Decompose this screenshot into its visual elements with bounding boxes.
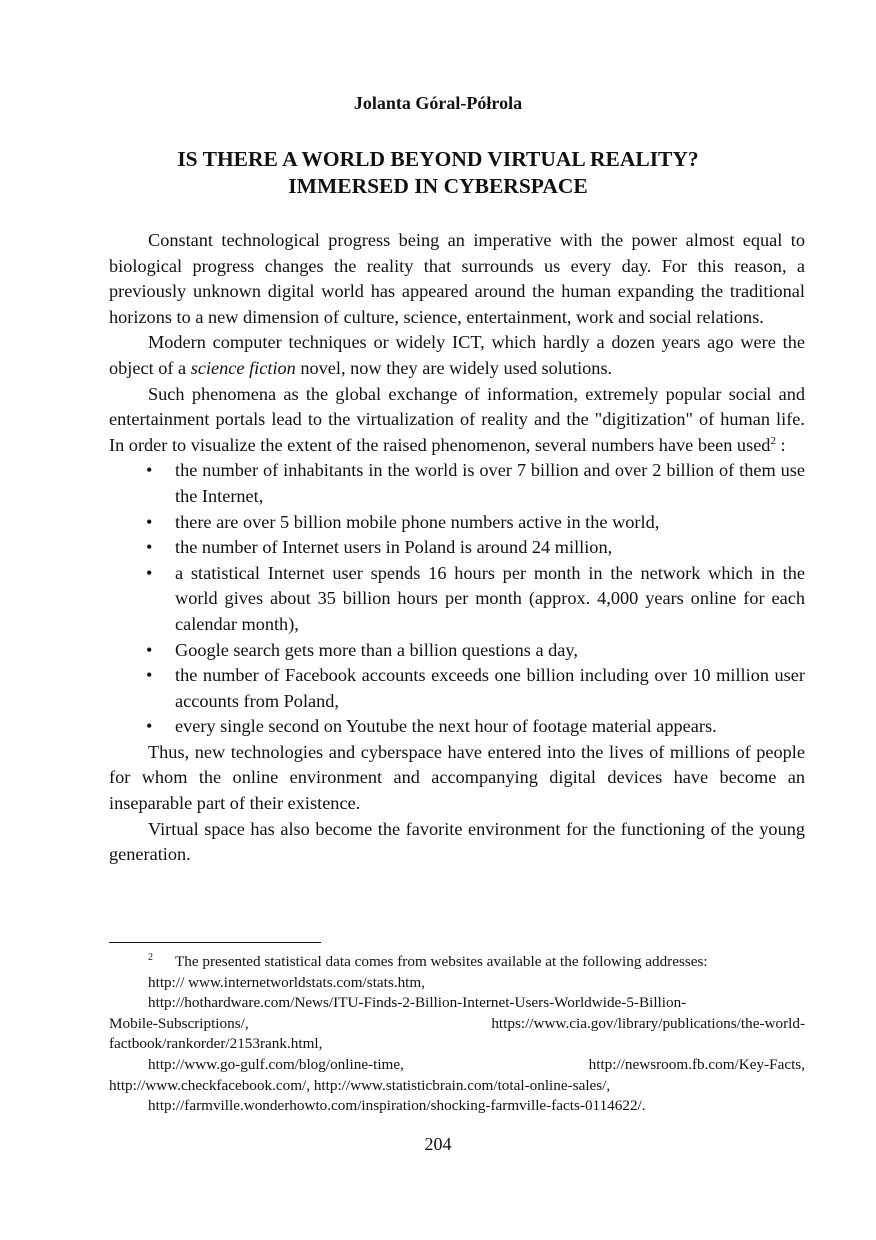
list-item-text: there are over 5 billion mobile phone numbers active in the world, [175,511,660,532]
paragraph-2 [109,330,805,381]
article-title [0,146,876,200]
bullet-icon: • [146,460,153,481]
paragraph-3-text: Such phenomena as the global exchange of information, extremely popular social and entertainment portals lead to the virtualization of reality and the "digitization" of human life. In order to visualize the extent of the raised phenomenon, several numbers have been used [109,383,805,455]
list-item-text: the number of Facebook accounts exceeds one billion including over 10 million user accounts from Poland, [175,665,805,711]
list-item [109,510,805,536]
footnote-url: http://www.checkfacebook.com/, http://www.statisticbrain.com/total-online-sales/, [109,1076,611,1094]
footnote-intro-text: The presented statistical data comes from websites available at the following addresses: [175,953,708,970]
footnote-url-row [109,1055,805,1076]
bullet-icon: • [146,537,153,558]
bullet-icon: • [146,639,153,660]
paragraph-1: Constant technological progress being an imperative with the power almost equal to biological progress changes the reality that surrounds us every day. For this reason, a previously unknown digital world has appeared around the human expanding the traditional horizons to a new dimension of culture, science, entertainment, work and social relations. [109,230,805,327]
title-line-1: IS THERE A WORLD BEYOND VIRTUAL REALITY? [177,147,699,171]
list-item [109,535,805,561]
footnote-intro [109,952,805,973]
footnote-divider [109,942,321,943]
footnote-url: http://newsroom.fb.com/Key-Facts, [588,1055,805,1073]
paragraph-4: Thus, new technologies and cyberspace have entered into the lives of millions of people for whom the online environment and accompanying digital devices have become an inseparable part of their existence. [109,741,805,814]
paragraph-3-end: : [775,434,786,455]
list-item [109,561,805,638]
title-line-2: IMMERSED IN CYBERSPACE [288,174,588,198]
footnotes [109,952,805,1117]
page-number: 204 [424,1134,452,1154]
footnote-url: https://www.cia.gov/library/publications/the-world- [491,1014,805,1032]
paragraph-3 [109,382,805,459]
bullet-icon: • [146,562,153,583]
paragraph-2-text-b: novel, now they are widely used solutions. [295,357,613,378]
bullet-icon: • [146,665,153,686]
footnote-mark: 2 [148,952,153,963]
footnote-url-row [109,1014,805,1035]
paragraph-2-text-a: Modern computer techniques or widely ICT, which hardly a dozen years ago were the object of a [109,332,805,378]
list-item-text: every single second on Youtube the next hour of footage material appears. [175,716,717,737]
bullet-icon: • [146,511,153,532]
footnote-url: factbook/rankorder/2153rank.html, [109,1035,323,1053]
list-item [109,638,805,664]
author-name: Jolanta Góral-Półrola [353,93,523,113]
list-item-text: the number of inhabitants in the world is over 7 billion and over 2 billion of them use the Internet, [175,460,805,506]
list-item [109,663,805,714]
footnote-url: http://hothardware.com/News/ITU-Finds-2-Billion-Internet-Users-Worldwide-5-Billion- [148,994,687,1012]
footnote-reference: 2 [770,434,776,447]
paragraph-5: Virtual space has also become the favorite environment for the functioning of the young generation. [109,818,805,865]
footnote-url: http://farmville.wonderhowto.com/inspiration/shocking-farmville-facts-0114622/. [148,1097,646,1115]
footnote-url: Mobile-Subscriptions/, [109,1014,249,1032]
paragraph-2-italic: science fiction [190,357,296,378]
bullet-icon: • [146,716,153,737]
footnote-url: http://www.go-gulf.com/blog/online-time, [148,1055,404,1073]
list-item [109,458,805,509]
footnote-url: http:// www.internetworldstats.com/stats.htm, [148,973,426,991]
list-item-text: a statistical Internet user spends 16 hours per month in the network which in the world gives about 35 billion hours per month (approx. 4,000 years online for each calendar month), [175,562,805,634]
list-item-text: Google search gets more than a billion questions a day, [175,639,578,660]
list-item [109,714,805,740]
article-body [109,228,805,868]
statistics-list [109,458,805,740]
list-item-text: the number of Internet users in Poland is around 24 million, [175,537,613,558]
